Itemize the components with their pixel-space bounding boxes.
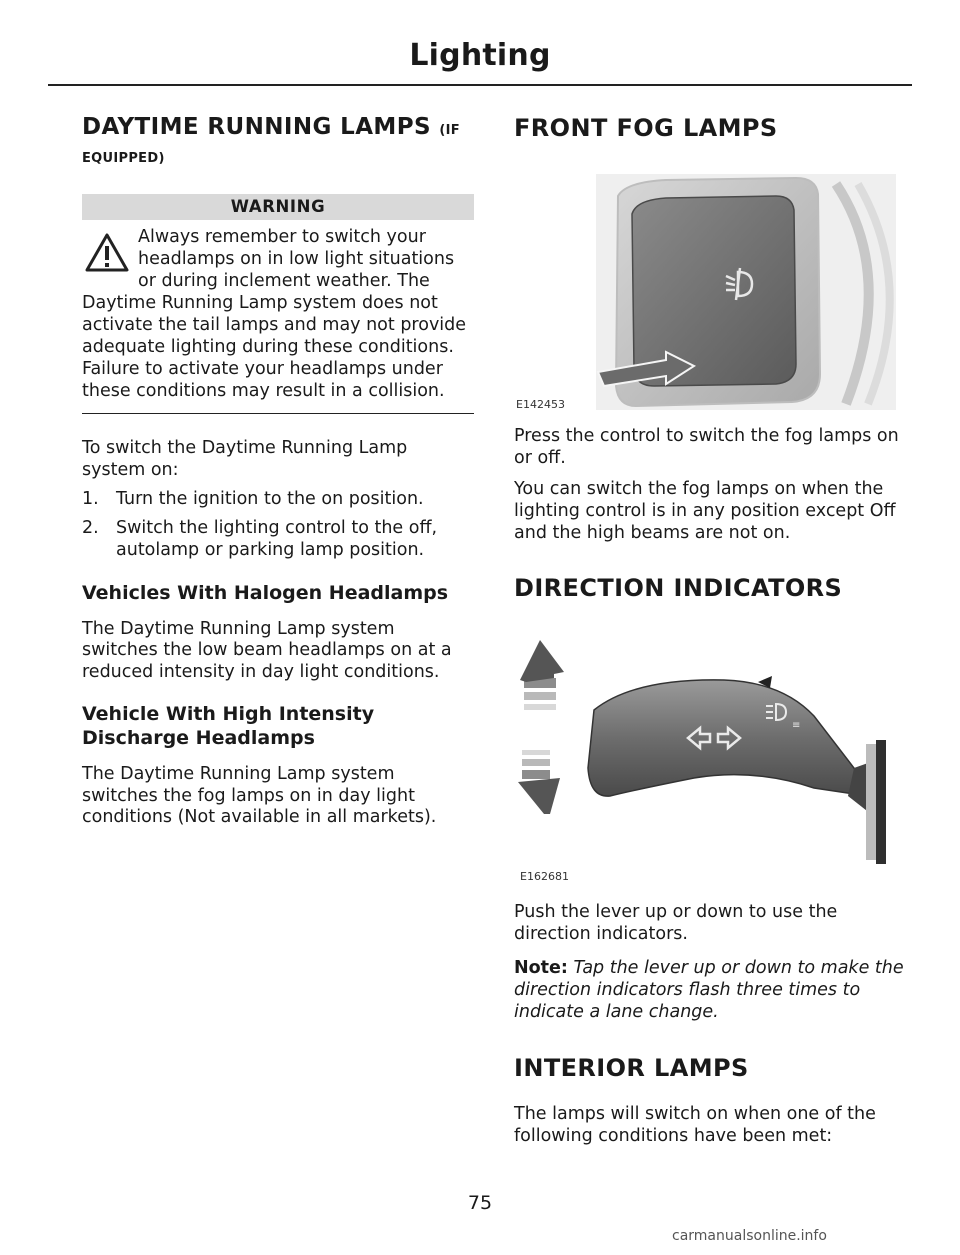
halogen-heading: Vehicles With Halogen Headlamps bbox=[82, 581, 449, 604]
drl-heading bbox=[82, 110, 474, 145]
fog-text-1: Press the control to switch the fog lamps on or off. bbox=[514, 426, 899, 468]
note-label: Note: bbox=[514, 958, 568, 979]
note-text: Tap the lever up or down to make the direction indicators flash three times to indicate a lane change. bbox=[514, 958, 904, 1022]
drl-intro: To switch the Daytime Running Lamp system on: bbox=[82, 438, 408, 481]
watermark: carmanualsonline.info bbox=[672, 1228, 827, 1244]
header-divider bbox=[48, 84, 912, 86]
fog-switch-illustration bbox=[596, 174, 896, 410]
halogen-text: The Daytime Running Lamp system switches the low beam headlamps on at a reduced intensity in day light conditions. bbox=[82, 618, 452, 683]
drl-heading-equipped: EQUIPPED) bbox=[82, 150, 165, 166]
hid-heading: Vehicle With High Intensity Discharge Headlamps bbox=[82, 703, 375, 749]
list-item-number: 2. bbox=[82, 518, 99, 538]
down-arrow-icon bbox=[518, 750, 560, 814]
drl-heading-if: (IF bbox=[439, 123, 460, 138]
fog-lamp-figure bbox=[514, 146, 912, 414]
direction-heading: DIRECTION INDICATORS bbox=[514, 574, 843, 603]
page-title: Lighting bbox=[409, 38, 551, 73]
svg-text:≡: ≡ bbox=[792, 720, 801, 732]
direction-text: Push the lever up or down to use the direction indicators. bbox=[514, 902, 838, 945]
drl-heading-text: DAYTIME RUNNING LAMPS bbox=[82, 114, 431, 140]
direction-figure bbox=[514, 606, 912, 888]
list-item bbox=[82, 518, 474, 562]
warning-box bbox=[82, 226, 474, 402]
fog-heading: FRONT FOG LAMPS bbox=[514, 114, 778, 142]
list-item-text: Switch the lighting control to the off, autolamp or parking lamp position. bbox=[116, 518, 438, 560]
list-item bbox=[82, 489, 474, 511]
fog-figure-code: E142453 bbox=[516, 398, 565, 411]
fog-text-2: You can switch the fog lamps on when the lighting control is in any position except Off and the high beams are not on. bbox=[514, 478, 896, 543]
warning-divider bbox=[82, 413, 474, 415]
hid-text: The Daytime Running Lamp system switches the fog lamps on in day light conditions (Not available in all markets). bbox=[82, 763, 437, 828]
page-number: 75 bbox=[467, 1192, 493, 1214]
interior-text: The lamps will switch on when one of the following conditions have been met: bbox=[514, 1103, 876, 1146]
list-item-text: Turn the ignition to the on position. bbox=[116, 489, 424, 510]
warning-triangle-icon bbox=[84, 232, 130, 274]
warning-text: Always remember to switch your headlamps on in low light situations or during inclement weather. The Daytime Running Lamp system does not activate the tail lamps and may not provide adequate lighting during these conditions. Failure to activate your headlamps under these conditions may result in a collision. bbox=[82, 226, 467, 401]
direction-figure-code: E162681 bbox=[520, 870, 569, 884]
right-column bbox=[514, 110, 912, 1148]
left-column bbox=[82, 110, 474, 829]
interior-heading: INTERIOR LAMPS bbox=[514, 1053, 749, 1082]
up-arrow-icon bbox=[520, 640, 564, 710]
warning-title: WARNING bbox=[82, 194, 474, 220]
note bbox=[514, 958, 912, 1024]
indicator-lever-illustration bbox=[514, 618, 912, 880]
list-item-number: 1. bbox=[82, 489, 99, 510]
